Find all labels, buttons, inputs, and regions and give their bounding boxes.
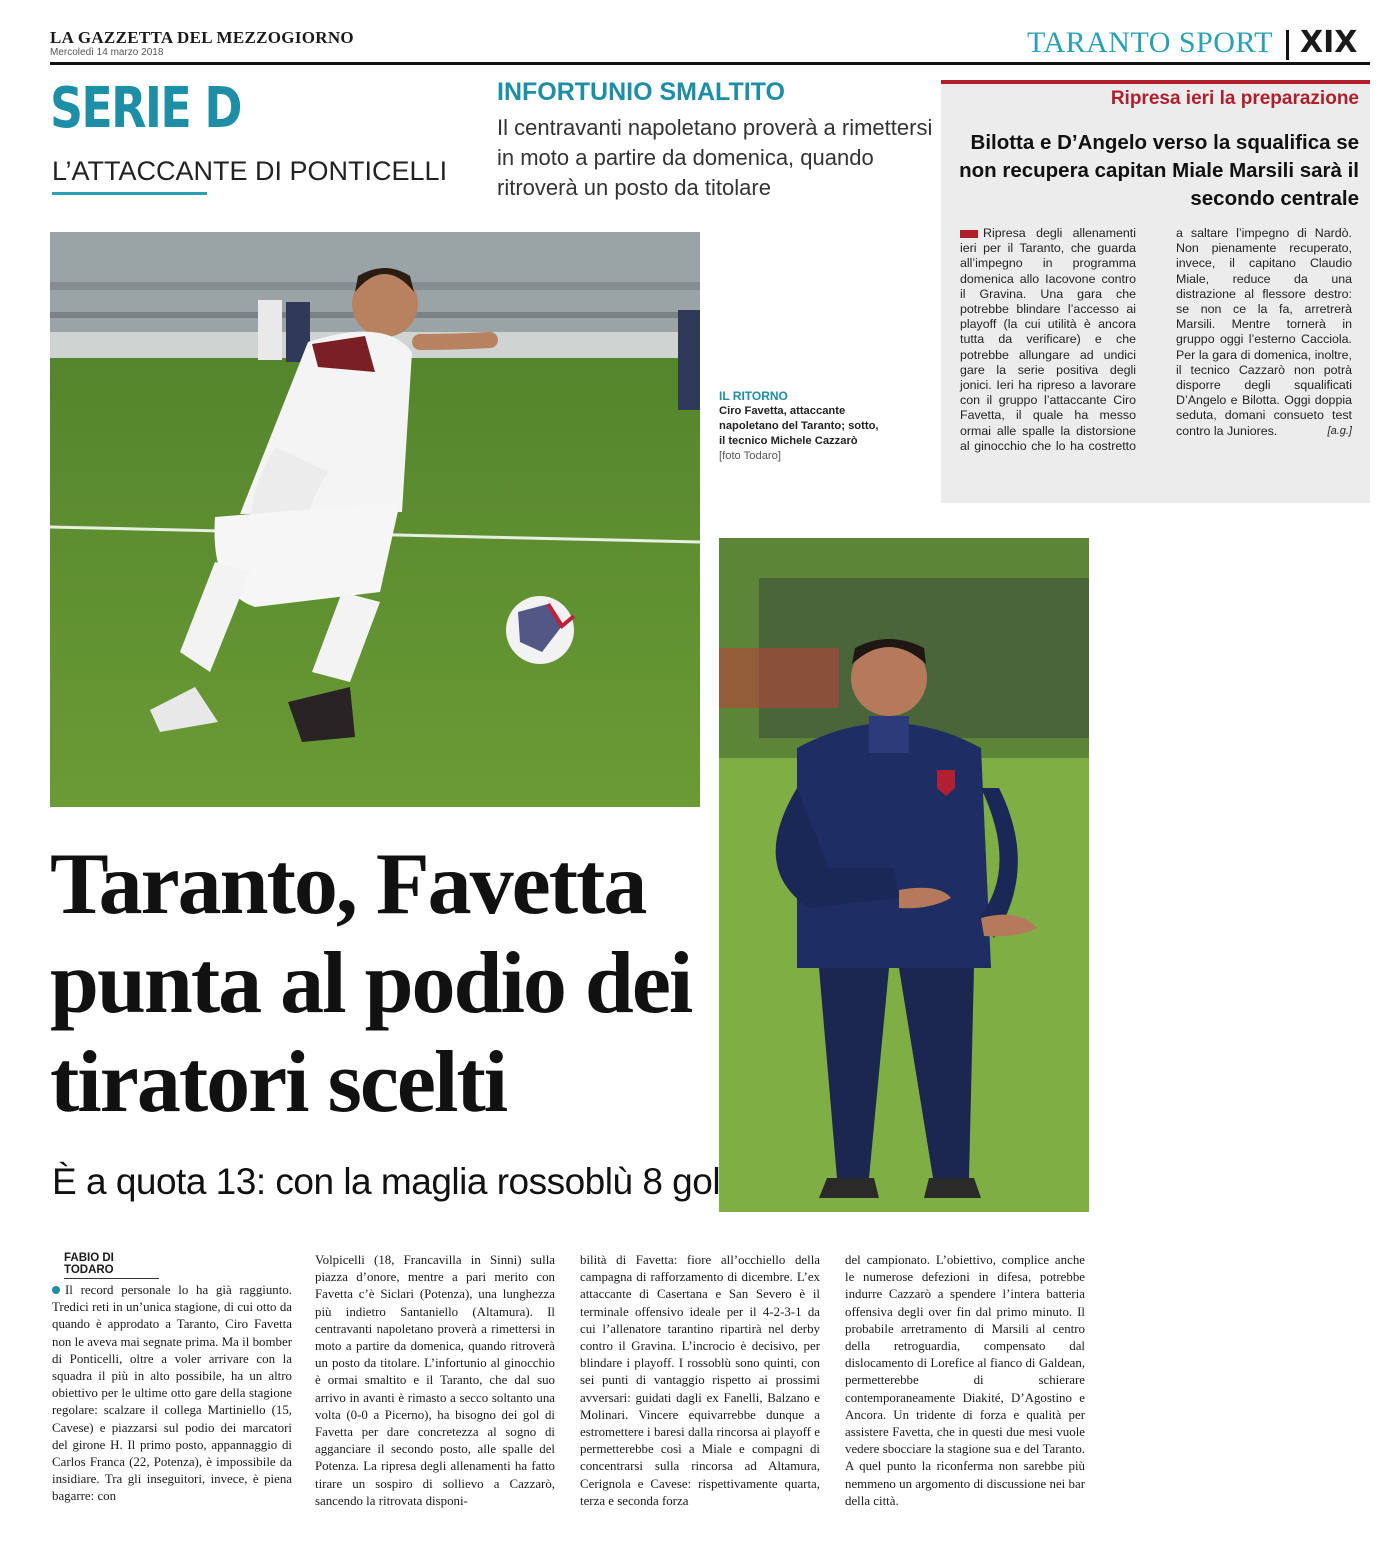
article-column-1 [52, 1282, 292, 1506]
kicker-underline [52, 192, 207, 195]
sidebar-box-title: Ripresa ieri la preparazione [1110, 88, 1359, 109]
coach-photo [719, 538, 1089, 1212]
masthead: LA GAZZETTA DEL MEZZOGIORNO [50, 28, 354, 47]
section-title: TARANTO SPORT [1027, 26, 1273, 59]
article-byline: FABIO DI TODARO [64, 1252, 159, 1279]
infortunio-title: INFORTUNIO SMALTITO [497, 78, 785, 106]
column-text: Il record personale lo ha già raggiunto. Tredici reti in un’unica stagione, di cui otto da quando è approdato a Taranto, Ciro Favetta non le aveva mai segnate prima. Ma il bomber di Ponticelli, oltre a voler arrivare con la squadra il più in alto possibile, ha un altro obiettivo per le ultime otto gare della stagione regolare: scalzare il collega Martiniello (15, Cavese) e piazzarsi sul podio dei marcatori del girone H. Il primo posto, appannaggio di Carlos Franca (22, Potenza), è impossibile da insidiare. Tra gli inseguitori, invece, è piena bagarre: con [52, 1283, 292, 1504]
league-label: SERIE D [50, 76, 241, 141]
article-column-3: bilità di Favetta: fiore all’occhiello della campagna di rafforzamento di dicembre. L’ex attaccante di Casertana e San Severo è il terminale offensivo ideale per il 4-2-3-1 da cui l’allenatore tarantino ripartirà nel derby contro il Gravina. L’incrocio è decisivo, per blindare i playoff. I rossoblù sono quinti, con sei punti di vantaggio rispetto ai prossimi avversari: guidati dagli ex Fanelli, Balzano e Molinari. Vincere equivarrebbe dunque a estromettere i baresi dalla rincorsa ai playoff e permetterebbe così a Miale e compagni di concentrarsi sulla rincorsa ad Altamura, Cerignola e Cavese: rispettivamente quarta, terza e seconda forza [580, 1253, 820, 1508]
issue-date: Mercoledì 14 marzo 2018 [50, 47, 164, 58]
header-rule [50, 62, 1370, 65]
paragraph-marker-icon [960, 230, 978, 238]
article-column-4: del campionato. L’obiettivo, complice anche le numerose defezioni in difesa, potrebbe indurre Cazzarò a spendere l’intera batteria offensiva degli over fin dal primo minuto. Il probabile arretramento di Marsili al centro della retroguardia, compensato dal dislocamento di Lorefice al fianco di Galdean, permetterebbe di schierare contemporaneamente Diakité, D’Agostino e Ancora. Un tridente di forza e qualità per assistere Favetta, che in questi due mesi vuole vedere sbocciare la stagione sua e del Taranto. A quel punto la riconferma non sarebbe più nemmeno un argomento di discussione nei bar della città. [845, 1253, 1085, 1508]
player-photo-illustration [50, 232, 700, 807]
caption-kicker: IL RITORNO [719, 389, 788, 403]
caption-credit: [foto Todaro] [719, 450, 781, 462]
sidebar-box-signature: [a.g.] [1327, 424, 1352, 437]
sidebar-box-text: Ripresa degli allenamenti ieri per il Taranto, che guarda all’impegno in programma domenica allo Iacovone contro il Gravina. Una gara che potrebbe blindare l’accesso ai playoff (la cui utilità è ancora tutta da verificare) e che potrebbe allungare ad undici gare la serie positiva degli jonici. Ieri ha ripreso a lavorare con il gruppo l’attaccante Ciro Favetta, il quale ha messo ormai alle spalle la distorsione al ginocchio che lo ha costretto a saltare l’impegno di Nardò. Non pienamente recuperato, invece, il capitano Claudio Miale, reduce da una distrazione al flessore destro: se non ce la fa, arretrerà Marsili. Mentre tornerà in gruppo oggi l’esterno Cacciola. Per la gara di domenica, inoltre, il tecnico Cazzarò non potrà disporre degli squalificati D’Angelo e Bilotta. Oggi doppia seduta, domani consueto test contro la Juniores. [960, 226, 1352, 453]
sidebar-box-body [960, 226, 1352, 454]
sidebar-box-headline: Bilotta e D’Angelo verso la squalifica se non recupera capitan Miale Marsili sarà il secondo centrale [959, 131, 1359, 210]
photo-caption [719, 389, 879, 464]
article-kicker: L’ATTACCANTE DI PONTICELLI [52, 156, 448, 186]
page-number: XIX [1300, 25, 1358, 60]
article-subhead: È a quota 13: con la maglia rossoblù 8 gol [52, 1161, 721, 1202]
caption-text: Ciro Favetta, attaccante napoletano del Taranto; sotto, il tecnico Michele Cazzarò [719, 405, 879, 447]
header-separator [1286, 30, 1289, 60]
article-headline: Taranto, Favetta punta al podio dei tiratori scelti [50, 836, 692, 1131]
paragraph-bullet-icon [52, 1286, 60, 1294]
player-photo [50, 232, 700, 807]
article-column-2: Volpicelli (18, Francavilla in Sinni) sulla piazza d’onore, mentre a pari merito con Favetta c’è Siclari (Potenza), una lunghezza più indietro Santaniello (Altamura). Il centravanti napoletano proverà a rimettersi in moto a partire da domenica, quando ritroverà un posto da titolare. L’infortunio al ginocchio è ormai smaltito e il Taranto, che dal suo arrivo in avanti è rimasto a secco soltanto una volta (0-0 a Picerno), ha bisogno dei gol di Favetta per dare concretezza al sogno di agganciare il secondo posto, alle spalle del Potenza. La ripresa degli allenamenti ha fatto tirare un sospiro di sollievo a Cazzarò, sancendo la ritrovata disponi- [315, 1253, 555, 1508]
coach-photo-illustration [719, 538, 1089, 1212]
infortunio-text: Il centravanti napoletano proverà a rimettersi in moto a partire da domenica, quando ritroverà un posto da titolare [497, 115, 933, 200]
